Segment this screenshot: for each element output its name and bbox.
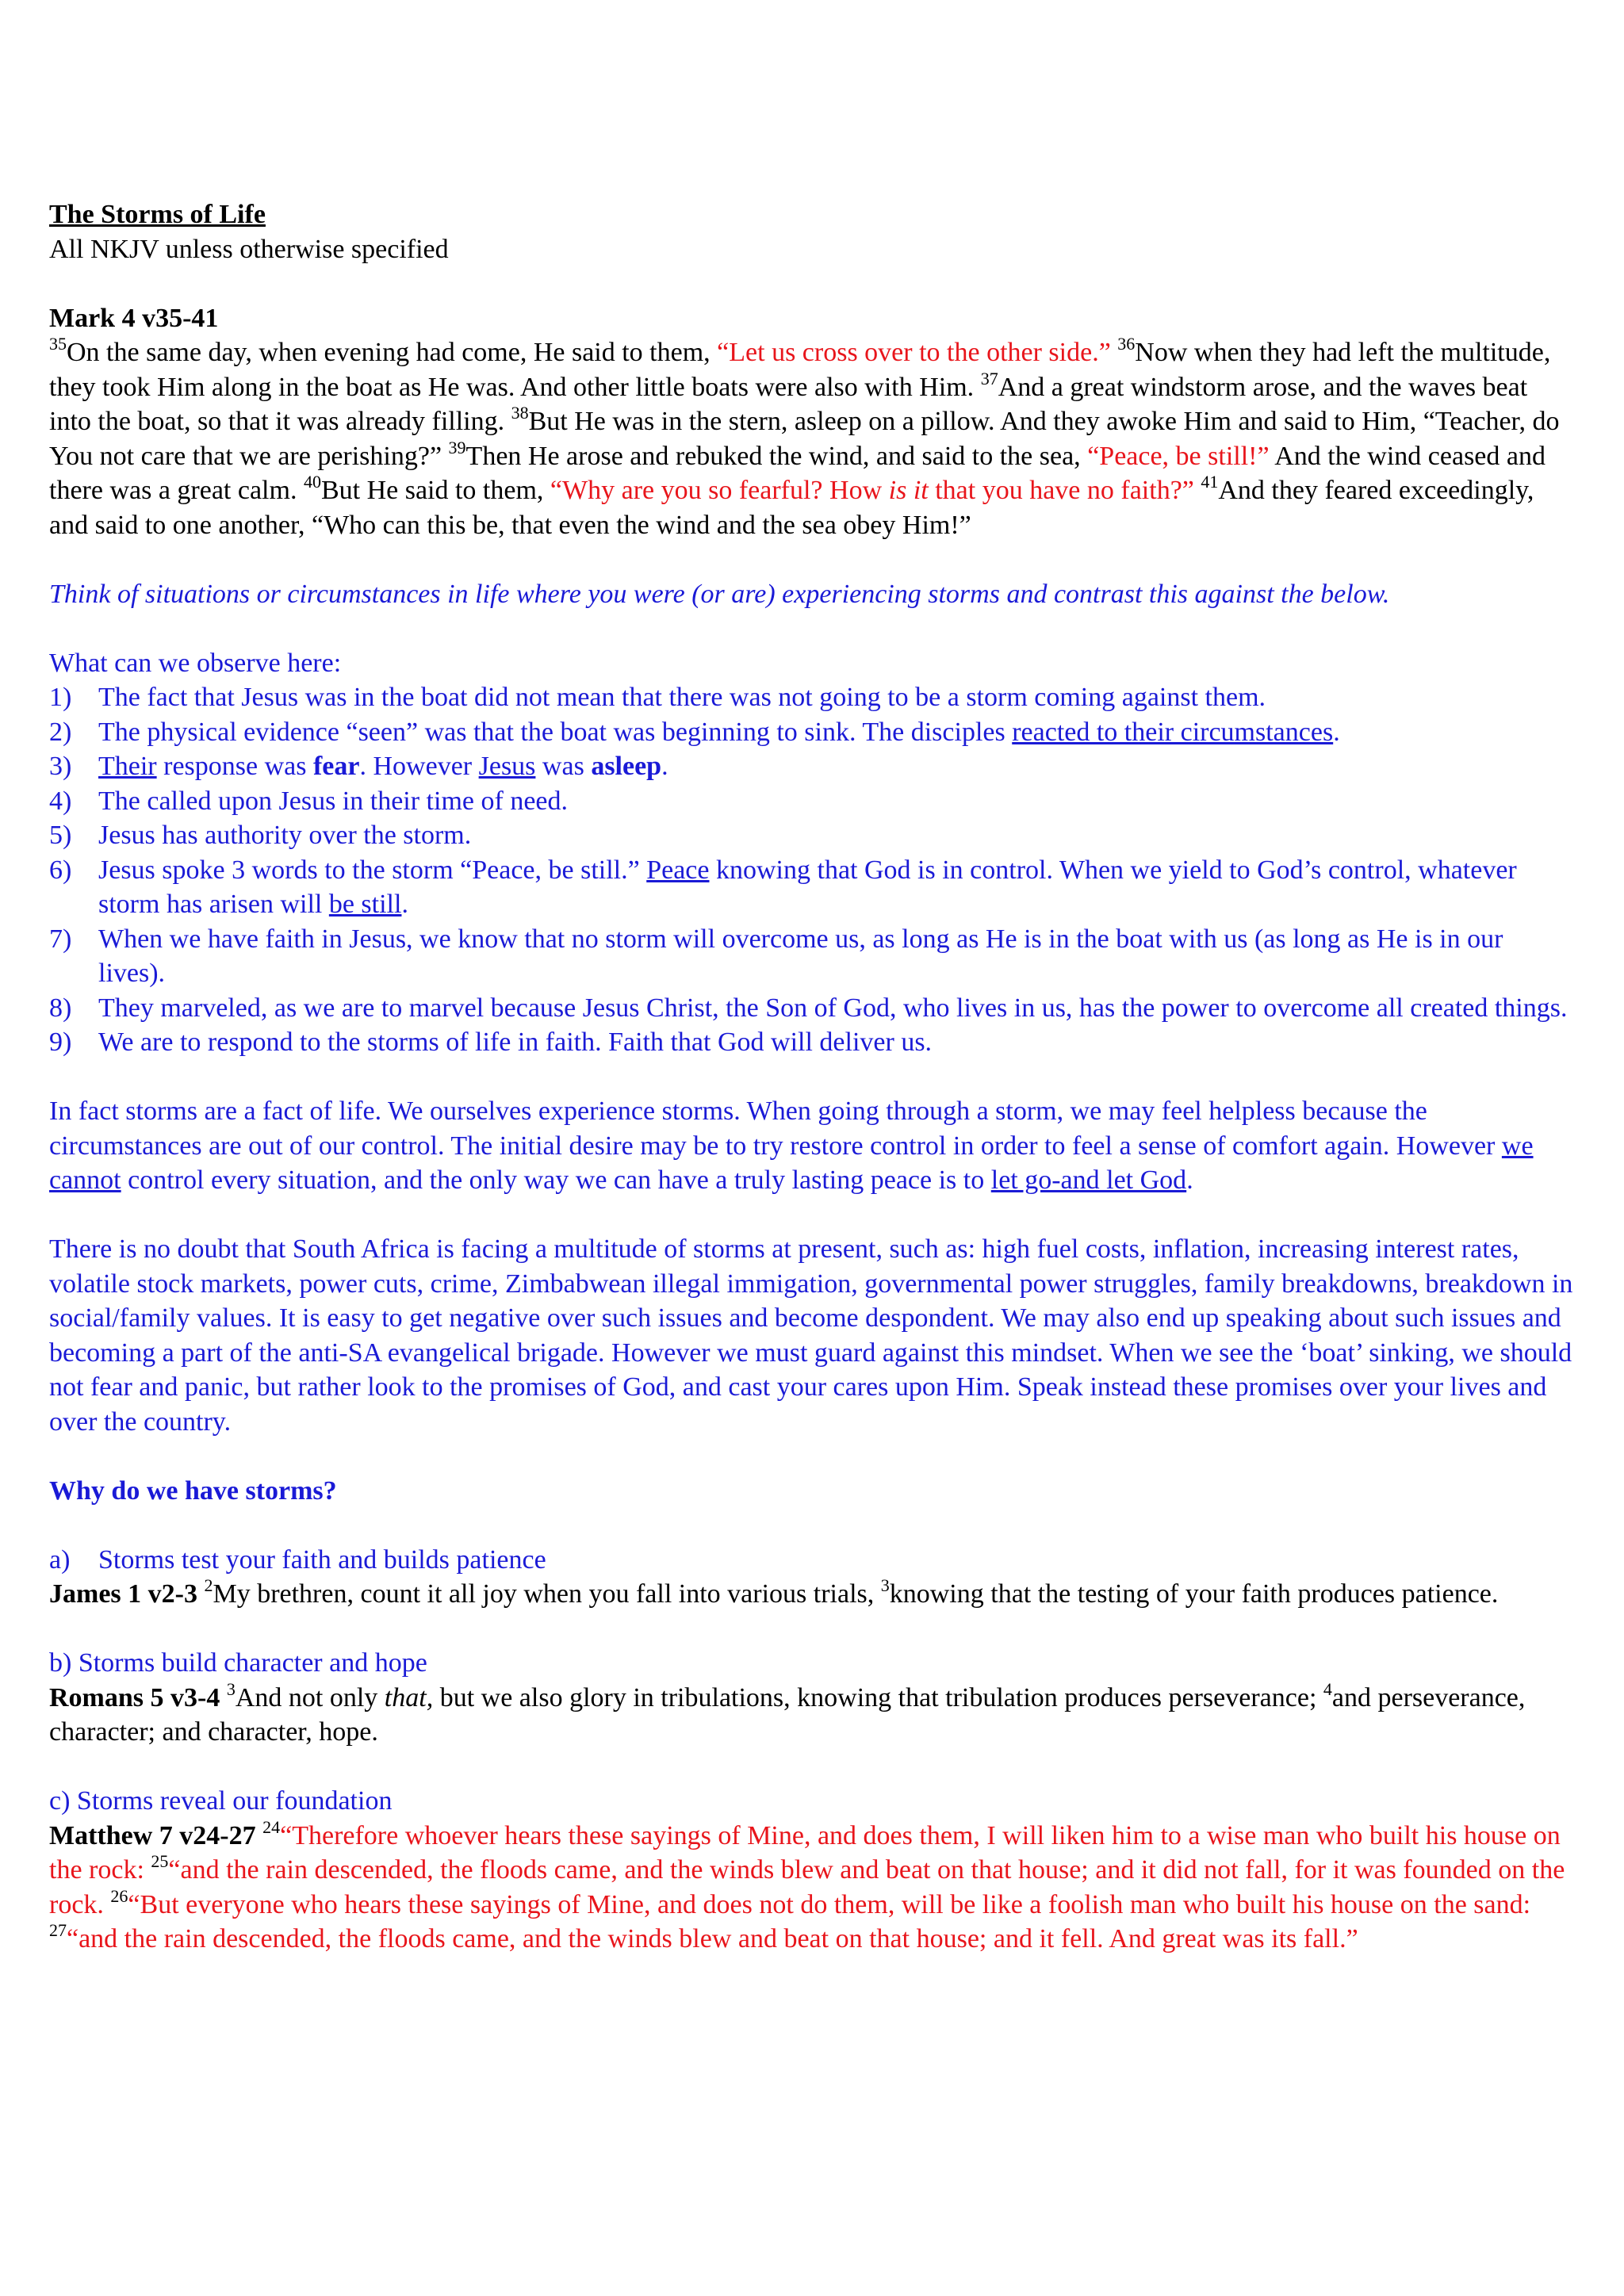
text-run: let go-and let God: [990, 1165, 1187, 1195]
text-run: “Let us cross over to the other side.”: [717, 338, 1111, 367]
text-run: “Why are you so fearful? How: [550, 476, 889, 505]
verse-number: 3: [226, 1678, 236, 1699]
verse-text: [49, 1816, 1565, 1954]
observations-heading: What can we observe here:: [49, 648, 342, 678]
text-run: . However: [359, 752, 479, 781]
text-run: In fact storms are a fact of life. We ourselves experience storms. When going through a storm, we may feel helpless because the circumstances are out of our control. The initial desire may be to try restore control in order to feel a sense of comfort again. However: [49, 1096, 1502, 1161]
text-run: When we have faith in Jesus, we know that no storm will overcome us, as long as He is in the boat with us (as long as He is in our lives).: [98, 924, 1503, 988]
text-run: knowing that God is in control. When we yield to God’s control, whatever storm has arisen will: [98, 855, 1517, 919]
verse-number: 26: [110, 1885, 128, 1906]
reflection-prompt: Think of situations or circumstances in life where you were (or are) experiencing storms and contrast this against the below.: [49, 579, 1390, 609]
text-run: knowing that the testing of your faith produces patience.: [889, 1579, 1499, 1609]
text-run: response was: [156, 752, 313, 781]
verse-number: 25: [151, 1851, 169, 1871]
list-number: 3): [49, 752, 72, 781]
text-run: And they feared exceedingly, and said to one another, “Who can this be, that even the wind and the sea obey Him!”: [49, 476, 1534, 540]
text-run: that,: [384, 1682, 434, 1712]
text-run: We are to respond to the storms of life in faith. Faith that God will deliver us.: [98, 1027, 933, 1057]
text-run: Their: [98, 752, 157, 781]
text-run: control every situation, and the only way we can have a truly lasting peace is to: [121, 1165, 991, 1195]
text-run: asleep: [591, 752, 662, 781]
text-run: “Peace, be still!”: [1087, 441, 1270, 471]
list-text: [98, 993, 1568, 1023]
reason-label: [49, 1543, 1576, 1578]
verse-number: 35: [49, 334, 67, 354]
text-run: On the same day, when evening had come, He said to them,: [67, 338, 718, 367]
verse-number: 3: [880, 1575, 890, 1595]
document-subtitle: All NKJV unless otherwise specified: [49, 234, 449, 264]
list-item: [49, 853, 1576, 922]
observations-list: [49, 680, 1576, 1060]
text-run: .: [1186, 1165, 1193, 1195]
list-text: [98, 683, 1266, 712]
text-run: is it: [888, 476, 929, 505]
text-run: “Therefore whoever hears these sayings of Mine, and does them, I will liken him to a wise man who built his house on the rock:: [49, 1820, 1561, 1885]
list-item: [49, 922, 1576, 991]
list-text: [98, 924, 1503, 989]
text-run: My brethren, count it all joy when you fall into various trials,: [213, 1579, 881, 1609]
verse-text: [197, 1575, 1499, 1609]
text-run: “and the rain descended, the floods came, and the winds blew and beat on that house; and it fell. And great was its fall.”: [67, 1924, 1358, 1954]
text-run: Now when they had left the multitude, they took Him along in the boat as He was. And other little boats were also with Him.: [49, 338, 1551, 402]
list-text: [98, 786, 568, 816]
passage-reference: Mark 4 v35-41: [49, 303, 219, 333]
verse-reference: Romans 5 v3-4: [49, 1682, 220, 1712]
list-item: [49, 680, 1576, 715]
list-text: [98, 821, 471, 850]
verse-number: 40: [303, 472, 321, 492]
text-run: .: [1333, 717, 1340, 747]
text-run: And not only: [235, 1682, 385, 1712]
text-run: Jesus: [478, 752, 536, 781]
text-run: Jesus spoke 3 words to the storm “Peace, be still.”: [98, 855, 647, 885]
verse-number: 4: [1323, 1678, 1332, 1699]
list-item: [49, 1025, 1576, 1060]
verse-number: 38: [511, 403, 529, 423]
reason-label: c) Storms reveal our foundation: [49, 1786, 393, 1816]
list-number: 8): [49, 993, 72, 1023]
verse-reference: James 1 v2-3: [49, 1579, 197, 1609]
verse-number: 2: [204, 1575, 213, 1595]
verse-text: [49, 1678, 1526, 1747]
text-run: But He was in the stern, asleep on a pillow. And they awoke Him and said to Him, “Teacher, do You not care that we are perishing?”: [49, 407, 1560, 471]
list-item: [49, 749, 1576, 784]
text-run: be still: [328, 890, 402, 919]
verse-number: 39: [448, 437, 466, 457]
text-run: we cannot: [49, 1131, 1534, 1195]
text-run: “and the rain descended, the floods came, and the winds blew and beat on that house; and it did not fall, for it was founded on the rock.: [49, 1855, 1565, 1919]
text-run: The physical evidence “seen” was that the boat was beginning to sink. The disciples: [98, 717, 1013, 747]
south-africa-paragraph: There is no doubt that South Africa is facing a multitude of storms at present, such as: high fuel costs, inflation, increasing interest rates, volatile stock markets, power cuts, crime, Zimbabwean illegal immigation, governmental power struggles, family breakdowns, breakdown in social/family values. It is easy to get negative over such issues and become despondent. We may also end up speaking about such issues and becoming a part of the anti-SA evangelical brigade. However we must guard against this mindset. When we see the ‘boat’ sinking, we should not fear and panic, but rather look to the promises of God, and cast your cares upon Him. Speak instead these promises over your lives and over the country.: [49, 1234, 1573, 1437]
reason-passage: [49, 1678, 1576, 1750]
text-run: reacted to their circumstances: [1012, 717, 1334, 747]
text-run: The called upon Jesus in their time of need.: [98, 786, 568, 816]
verse-number: 41: [1201, 472, 1219, 492]
storms-paragraph: [49, 1094, 1576, 1198]
verse-number: 37: [980, 368, 998, 388]
text-run: that you have no faith?”: [928, 476, 1194, 505]
reason-label-text: Storms test your faith and builds patience: [98, 1544, 546, 1575]
document-title: The Storms of Life: [49, 200, 266, 229]
text-run: The fact that Jesus was in the boat did not mean that there was not going to be a storm coming against them.: [98, 683, 1266, 712]
list-text: [98, 718, 1340, 747]
text-run: and perseverance, character; and character, hope.: [49, 1682, 1526, 1747]
text-run: “But everyone who hears these sayings of Mine, and does not do them, will be like a foolish man who built his house on the sand:: [128, 1889, 1531, 1919]
text-run: Then He arose and rebuked the wind, and said to the sea,: [465, 441, 1088, 471]
list-number: 5): [49, 821, 72, 850]
verse-number: 27: [49, 1920, 67, 1940]
reason-passage: [49, 1816, 1576, 1957]
list-number: 4): [49, 786, 72, 816]
reason-passage: [49, 1577, 1576, 1612]
reason-label: b) Storms build character and hope: [49, 1648, 427, 1678]
list-number: 6): [49, 855, 72, 885]
list-number: 7): [49, 924, 72, 954]
list-number: 9): [49, 1027, 72, 1057]
text-run: And a great windstorm arose, and the waves beat into the boat, so that it was already filling.: [49, 372, 1528, 436]
text-run: fear: [312, 752, 360, 781]
text-run: [220, 1683, 227, 1712]
text-run: Jesus has authority over the storm.: [98, 821, 472, 850]
text-run: was: [535, 752, 592, 781]
verse-number: 36: [1117, 334, 1136, 354]
list-text: [98, 855, 1517, 920]
text-run: [256, 1821, 263, 1850]
why-storms-heading: Why do we have storms?: [49, 1475, 337, 1506]
list-number: 1): [49, 683, 72, 712]
list-text: [98, 1027, 932, 1057]
list-item: [49, 991, 1576, 1026]
text-run: .: [401, 890, 408, 919]
text-run: And the wind ceased and there was a great calm.: [49, 441, 1545, 505]
passage-text: [49, 335, 1576, 542]
verse-reference: Matthew 7 v24-27: [49, 1820, 256, 1850]
text-run: Peace: [646, 855, 710, 885]
text-run: but we also glory in tribulations, knowing that tribulation produces perseverance;: [433, 1682, 1323, 1712]
list-item: [49, 715, 1576, 750]
document-body: [49, 197, 1576, 1957]
text-run: .: [661, 752, 668, 781]
list-text: [98, 752, 668, 781]
list-number: a): [49, 1544, 71, 1575]
text-run: They marveled, as we are to marvel because Jesus Christ, the Son of God, who lives in us, has the power to overcome all created things.: [98, 993, 1568, 1023]
list-number: 2): [49, 717, 72, 747]
list-item: [49, 818, 1576, 853]
text-run: But He said to them,: [320, 476, 550, 505]
verse-number: 24: [262, 1816, 281, 1837]
list-item: [49, 784, 1576, 819]
